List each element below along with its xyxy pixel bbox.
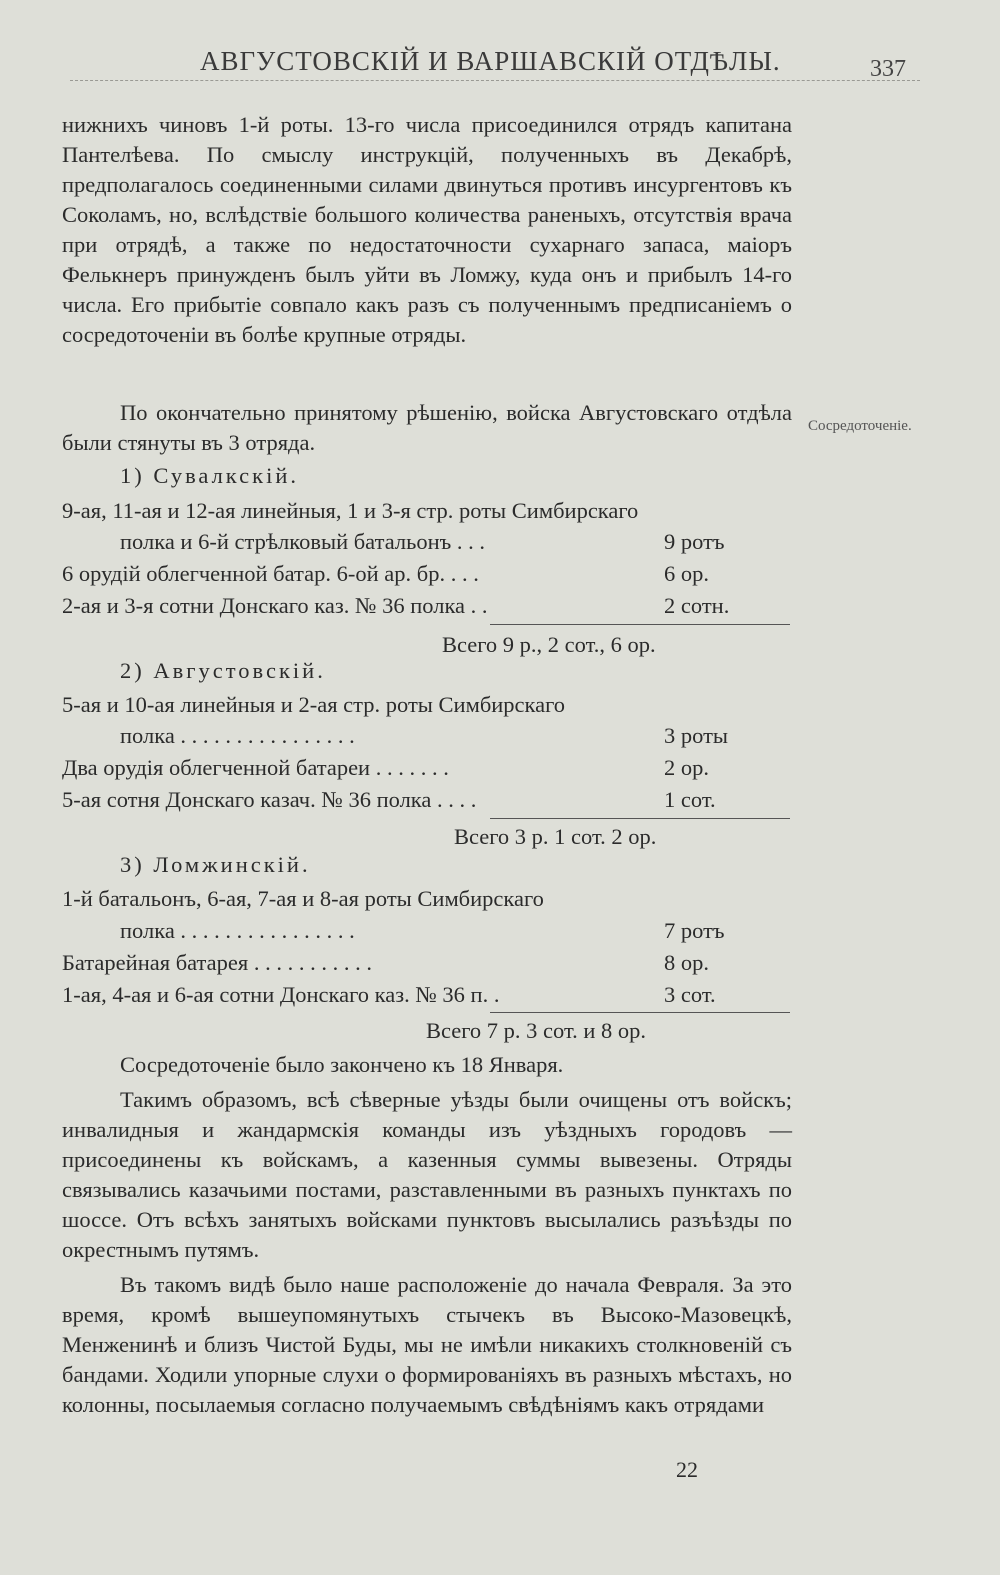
- detachment-title-1: 1) Сувалкскій.: [120, 463, 300, 488]
- paragraph-4: Такимъ образомъ, всѣ сѣверные уѣзды были очищены отъ войскъ; инвалидныя и жандармскія команды изъ уѣздныхъ городовъ — присоединены къ войскамъ, а казенныя суммы вывезены. Отряды связывались казачьими постами, разставленными въ разныхъ пунктахъ по шоссе. Отъ всѣхъ занятыхъ войсками пунктовъ высылались разъѣзды по окрестнымъ путямъ.: [62, 1087, 792, 1262]
- row-qty: 3 роты: [664, 723, 729, 748]
- page-number: 337: [870, 56, 906, 82]
- row-qty: 1 сот.: [664, 787, 716, 812]
- paragraph-2: По окончательно принятому рѣшенію, войска Августовскаго отдѣла были стянуты въ 3 отряда.: [62, 400, 792, 455]
- row-text: 1-й батальонъ, 6-ая, 7-ая и 8-ая роты Симбирскаго: [62, 886, 544, 911]
- paragraph-3: Сосредоточеніе было закончено къ 18 Января.: [120, 1052, 564, 1077]
- running-header: АВГУСТОВСКІЙ И ВАРШАВСКІЙ ОТДѢЛЫ.: [200, 46, 781, 76]
- row-text: полка . . . . . . . . . . . . . . . .: [120, 723, 355, 748]
- row-text: 6 орудій облегченной батар. 6-ой ар. бр. . . .: [62, 561, 479, 586]
- row-text: полка . . . . . . . . . . . . . . . .: [120, 918, 355, 943]
- detachment-title-2: 2) Августовскій.: [120, 658, 326, 683]
- row-qty: 2 сотн.: [664, 593, 730, 618]
- row-text: 5-ая и 10-ая линейныя и 2-ая стр. роты Симбирскаго: [62, 692, 566, 717]
- paragraph-1: нижнихъ чиновъ 1-й роты. 13-го числа присоединился отрядъ капитана Пантелѣева. По смыслу инструкцій, полученныхъ въ Декабрѣ, предполагалось соединенными силами двинуться противъ инсургентовъ къ Соколамъ, но, вслѣдствіе большого количества раненыхъ, отсутствія врача при отрядѣ, а также по недостаточности сухарнаго запаса, маіоръ Фелькнеръ принужденъ былъ уйти въ Ломжу, куда онъ и прибылъ 14-го числа. Его прибытіе совпало какъ разъ съ полученнымъ предписаніемъ о сосредоточеніи въ болѣе крупные отряды.: [62, 112, 792, 347]
- total-rule: [490, 1012, 790, 1013]
- row-text: 9-ая, 11-ая и 12-ая линейныя, 1 и 3-я стр. роты Симбирскаго: [62, 498, 639, 523]
- detachment-total-3: Всего 7 р. 3 сот. и 8 ор.: [426, 1018, 647, 1043]
- row-qty: 2 ор.: [664, 755, 709, 780]
- detachment-total-1: Всего 9 р., 2 сот., 6 ор.: [442, 632, 656, 657]
- margin-note: Сосредоточеніе.: [808, 418, 912, 434]
- row-qty: 7 ротъ: [664, 918, 725, 943]
- detachment-title-3: 3) Ломжинскій.: [120, 852, 311, 877]
- row-text: Батарейная батарея . . . . . . . . . . .: [62, 950, 372, 975]
- row-text: 2-ая и 3-я сотни Донскаго каз. № 36 полка . .: [62, 593, 488, 618]
- row-qty: 8 ор.: [664, 950, 709, 975]
- detachment-total-2: Всего 3 р. 1 сот. 2 ор.: [454, 824, 657, 849]
- header-rule: [70, 80, 920, 81]
- row-text: 5-ая сотня Донскаго казач. № 36 полка . . . .: [62, 787, 477, 812]
- row-qty: 9 ротъ: [664, 529, 725, 554]
- paragraph-5: Въ такомъ видѣ было наше расположеніе до начала Февраля. За это время, кромѣ вышеупомянутыхъ стычекъ въ Высоко-Мазовецкѣ, Менженинѣ и близъ Чистой Буды, мы не имѣли никакихъ столкновеній съ бандами. Ходили упорные слухи о формированіяхъ въ разныхъ мѣстахъ, но колонны, посылаемыя согласно получаемымъ свѣдѣніямъ какъ отрядами: [62, 1272, 792, 1417]
- row-text: Два орудія облегченной батареи . . . . . . .: [62, 755, 449, 780]
- signature-mark: 22: [676, 1457, 698, 1482]
- total-rule: [490, 624, 790, 625]
- row-qty: 6 ор.: [664, 561, 709, 586]
- total-rule: [490, 818, 790, 819]
- row-text: 1-ая, 4-ая и 6-ая сотни Донскаго каз. № 36 п. .: [62, 982, 500, 1007]
- row-qty: 3 сот.: [664, 982, 716, 1007]
- row-text: полка и 6-й стрѣлковый батальонъ . . .: [120, 529, 486, 554]
